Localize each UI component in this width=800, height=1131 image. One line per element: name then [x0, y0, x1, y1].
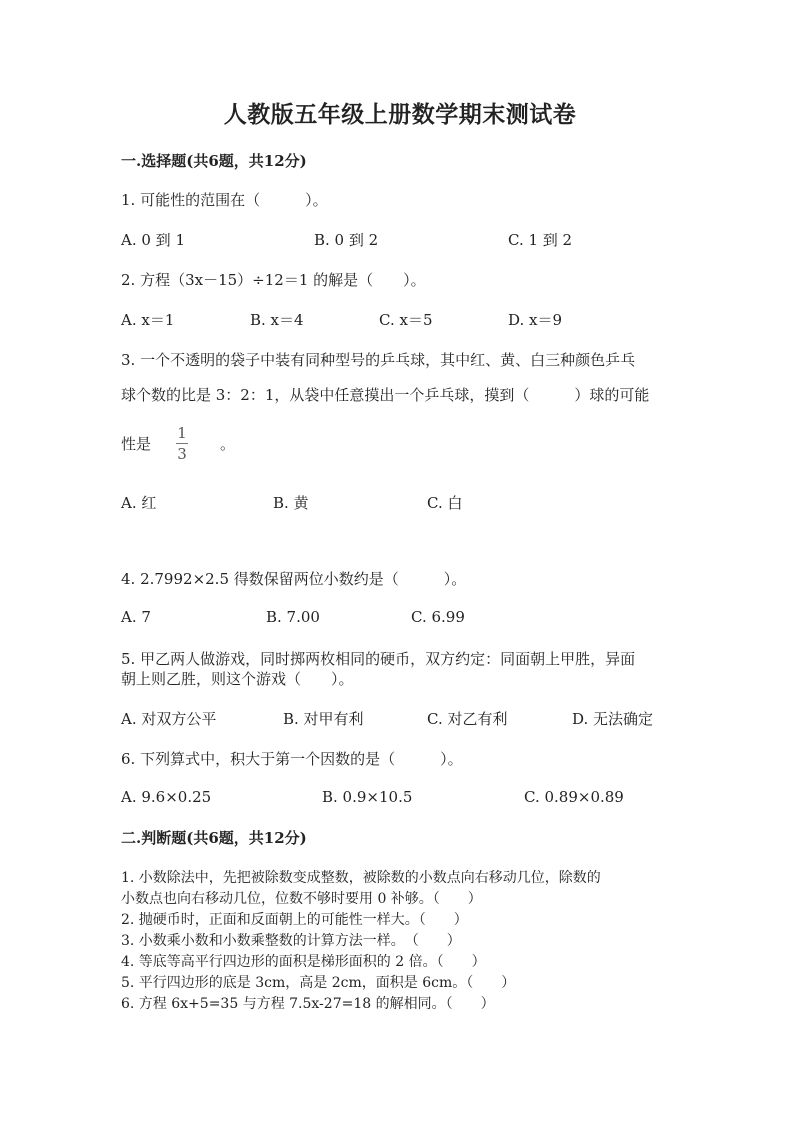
section-heading-judge: 二.判断题(共6题，共12分)	[121, 829, 307, 847]
fraction-one-third	[176, 425, 188, 462]
question-2-option-b: B. x＝4	[250, 311, 304, 329]
question-3-option-a: A. 红	[121, 494, 157, 512]
question-6-stem: 6. 下列算式中，积大于第一个因数的是（ ）。	[121, 750, 463, 768]
fraction-denominator: 3	[177, 445, 187, 463]
question-2-stem: 2. 方程（3x－15）÷12＝1 的解是（ ）。	[121, 271, 426, 289]
question-3-line-3-suffix: 。	[220, 435, 236, 453]
judge-1-line-2: 小数点也向右移动几位，位数不够时要用 0 补够。（ ）	[121, 891, 482, 907]
question-2-option-d: D. x＝9	[508, 311, 563, 329]
question-3-line-2: 球个数的比是 3：2：1，从袋中任意摸出一个乒乓球，摸到（ ）球的可能	[121, 386, 650, 404]
question-1-option-c: C. 1 到 2	[508, 231, 573, 249]
question-3-option-c: C. 白	[427, 494, 463, 512]
question-3-line-1: 3. 一个不透明的袋子中装有同种型号的乒乓球，其中红、黄、白三种颜色乒乓	[121, 351, 636, 369]
section-heading-choice: 一.选择题(共6题，共12分)	[121, 152, 307, 170]
question-4-stem: 4. 2.7992×2.5 得数保留两位小数约是（ ）。	[121, 570, 467, 588]
question-6-option-a: A. 9.6×0.25	[121, 788, 212, 806]
judge-2: 2. 抛硬币时，正面和反面朝上的可能性一样大。（ ）	[121, 912, 468, 928]
question-5-option-c: C. 对乙有利	[427, 710, 508, 728]
page-title: 人教版五年级上册数学期末测试卷	[223, 101, 577, 128]
judge-3: 3. 小数乘小数和小数乘整数的计算方法一样。 （ ）	[121, 933, 461, 949]
question-1-option-a: A. 0 到 1	[121, 231, 185, 249]
judge-5: 5. 平行四边形的底是 3cm，高是 2cm，面积是 6cm。（ ）	[121, 975, 516, 991]
question-1-stem: 1. 可能性的范围在（ ）。	[121, 191, 328, 209]
question-2-option-a: A. x＝1	[121, 311, 175, 329]
fraction-numerator: 1	[177, 424, 187, 442]
question-1-option-b: B. 0 到 2	[314, 231, 379, 249]
fraction-bar	[176, 443, 188, 444]
question-5-option-a: A. 对双方公平	[121, 710, 217, 728]
question-6-option-c: C. 0.89×0.89	[524, 788, 624, 806]
judge-1-line-1: 1. 小数除法中，先把被除数变成整数，被除数的小数点向右移动几位，除数的	[121, 870, 601, 886]
judge-4: 4. 等底等高平行四边形的面积是梯形面积的 2 倍。（ ）	[121, 954, 486, 970]
question-5-line-2: 朝上则乙胜，则这个游戏（ ）。	[121, 670, 354, 688]
judge-6: 6. 方程 6x+5=35 与方程 7.5x-27=18 的解相同。（ ）	[121, 996, 495, 1012]
question-3-line-3-prefix: 性是	[121, 435, 152, 453]
question-5-option-d: D. 无法确定	[572, 710, 654, 728]
question-5-line-1: 5. 甲乙两人做游戏，同时掷两枚相同的硬币，双方约定：同面朝上甲胜，异面	[121, 650, 636, 668]
question-4-option-a: A. 7	[121, 608, 151, 626]
question-5-option-b: B. 对甲有利	[283, 710, 364, 728]
question-2-option-c: C. x＝5	[379, 311, 433, 329]
question-3-option-b: B. 黄	[273, 494, 309, 512]
question-6-option-b: B. 0.9×10.5	[322, 788, 413, 806]
question-4-option-c: C. 6.99	[411, 608, 465, 626]
question-4-option-b: B. 7.00	[266, 608, 320, 626]
